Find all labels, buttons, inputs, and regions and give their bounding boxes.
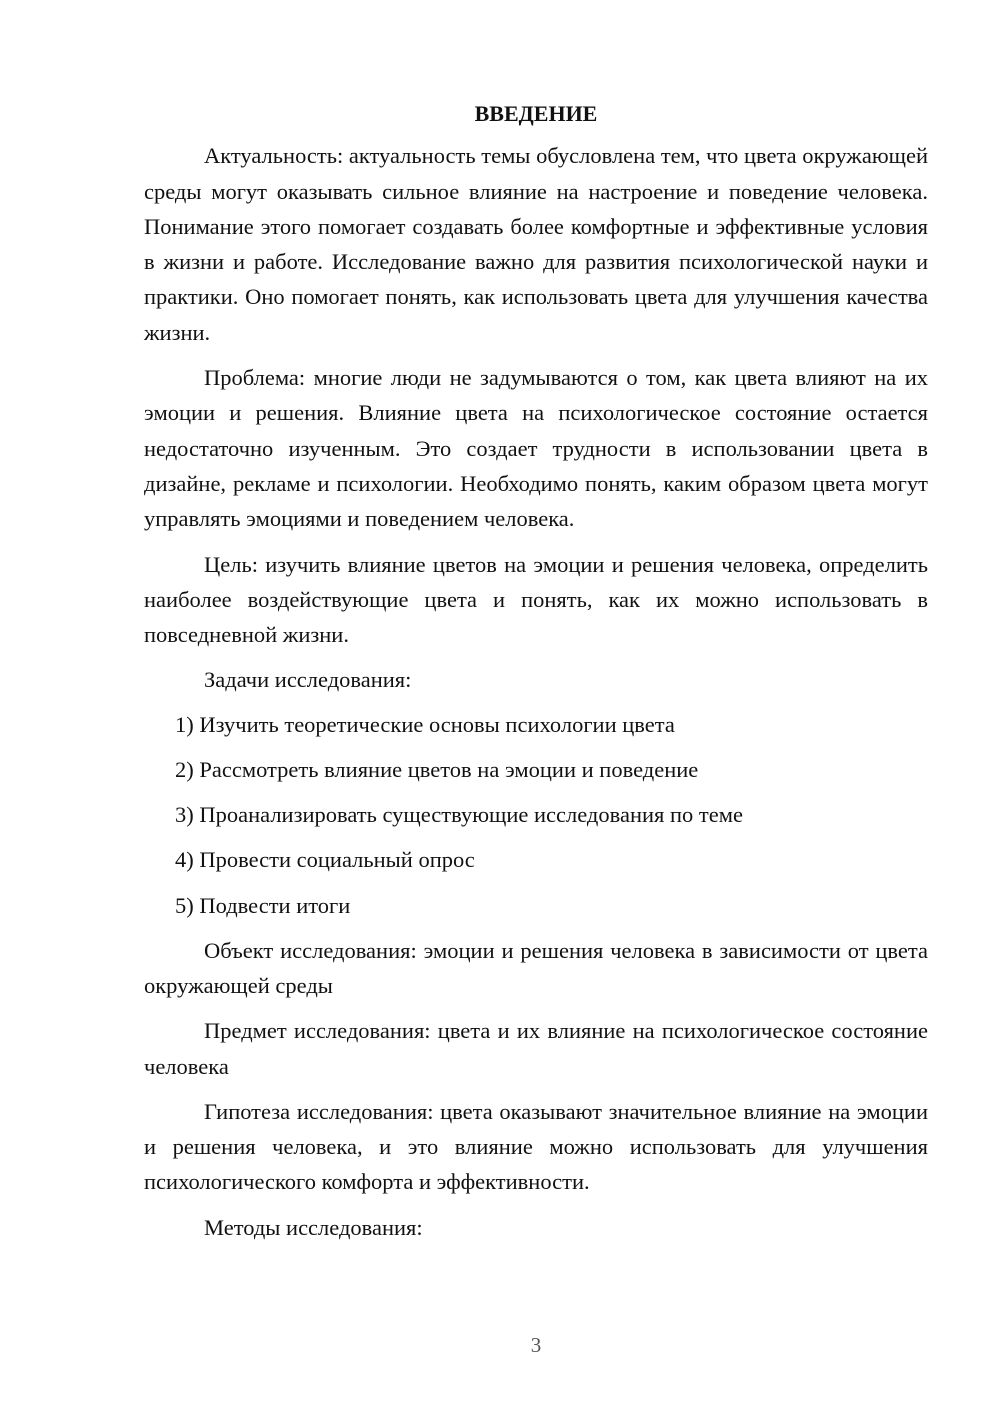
relevance-paragraph: Актуальность: актуальность темы обусловлена тем, что цвета окружающей среды могут оказывать сильное влияние на настроение и поведение человека. Понимание этого помогает создавать более комфортные и эффективные условия в жизни и работе. Исследование важно для развития психологической науки и практики. Оно помогает понять, как использовать цвета для улучшения качества жизни. — [144, 143, 928, 345]
hypothesis-paragraph: Гипотеза исследования: цвета оказывают значительное влияние на эмоции и решения человека, и это влияние можно использовать для улучшения психологического комфорта и эффективности. — [144, 1098, 928, 1195]
list-item: 1) Изучить теоретические основы психологии цвета — [175, 711, 675, 737]
goal-paragraph: Цель: изучить влияние цветов на эмоции и решения человека, определить наиболее воздействующие цвета и понять, как их можно использовать в повседневной жизни. — [144, 551, 928, 648]
tasks-heading: Задачи исследования: — [204, 667, 412, 693]
section-title: ВВЕДЕНИЕ — [474, 101, 598, 126]
list-item: 3) Проанализировать существующие исследования по теме — [175, 802, 743, 828]
problem-paragraph: Проблема: многие люди не задумываются о том, как цвета влияют на их эмоции и решения. Влияние цвета на психологическое состояние остается недостаточно изученным. Это создает трудности в использовании цвета в дизайне, рекламе и психологии. Необходимо понять, каким образом цвета могут управлять эмоциями и поведением человека. — [144, 365, 928, 532]
subject-paragraph: Предмет исследования: цвета и их влияние на психологическое состояние человека — [144, 1018, 928, 1079]
methods-heading: Методы исследования: — [204, 1214, 423, 1240]
page-number: 3 — [530, 1333, 542, 1357]
list-item: 4) Провести социальный опрос — [175, 847, 475, 873]
object-paragraph: Объект исследования: эмоции и решения человека в зависимости от цвета окружающей среды — [144, 937, 928, 998]
page-content — [144, 96, 928, 1254]
list-item: 5) Подвести итоги — [175, 892, 351, 918]
list-item: 2) Рассмотреть влияние цветов на эмоции и поведение — [175, 756, 699, 782]
tasks-list — [144, 707, 928, 923]
